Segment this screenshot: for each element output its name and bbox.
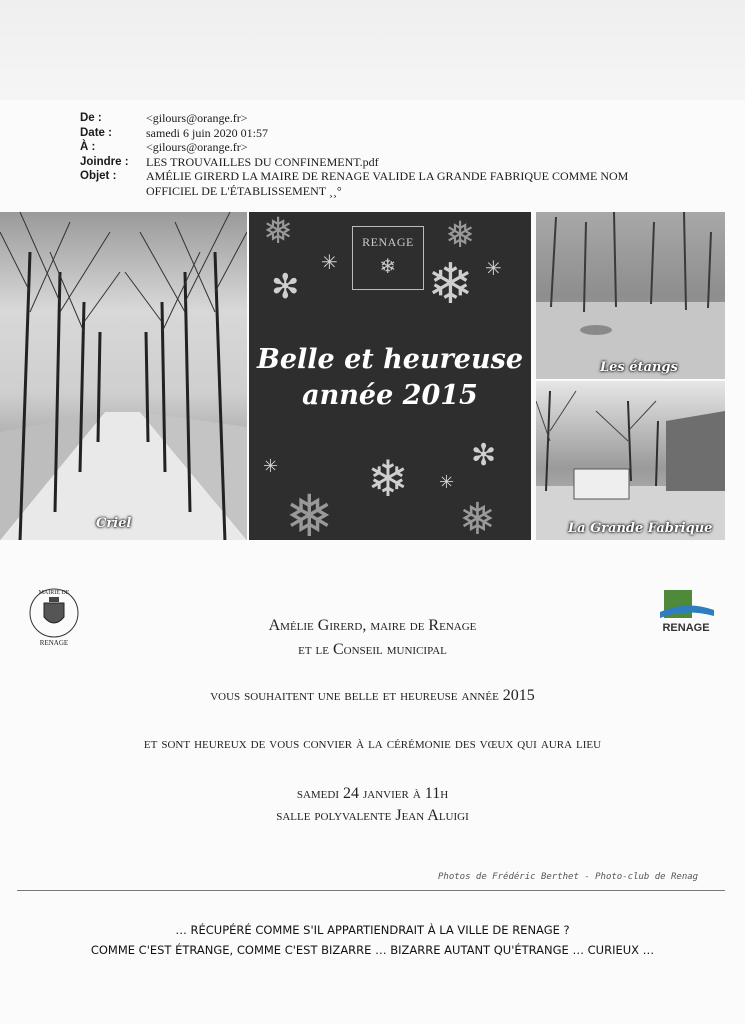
- renage-badge-label: RENAGE: [362, 235, 414, 249]
- ponds-image: [536, 212, 725, 379]
- photo-grande-fabrique: [536, 381, 725, 540]
- to-value: <gilours@orange.fr>: [146, 140, 248, 154]
- factory-image: [536, 381, 725, 540]
- invite-line-3: vous souhaitent une belle et heureuse année 2015: [210, 687, 535, 704]
- divider: [17, 890, 725, 891]
- subject-line2: OFFICIEL DE L'ÉTABLISSEMENT ¸¸°: [146, 183, 342, 198]
- comment-line-1: … RÉCUPÉRÉ COMME S'IL APPARTIENDRAIT À LA VILLE DE RENAGE ?: [175, 923, 570, 937]
- photo-les-etangs: [536, 212, 725, 379]
- caption-les-etangs: Les étangs: [600, 360, 678, 375]
- date-value: samedi 6 juin 2020 01:57: [146, 125, 268, 140]
- page-edge: [0, 0, 745, 110]
- snowflake-icon: ❅: [285, 484, 334, 540]
- subject-row-2: [80, 184, 680, 199]
- invite-line-2: et le Conseil municipal: [298, 641, 447, 658]
- snowflake-icon: ✳: [321, 252, 338, 274]
- snowy-alley-image: [0, 212, 247, 540]
- subject-line1: AMÉLIE GIRERD LA MAIRE DE RENAGE VALIDE LA GRANDE FABRIQUE COMME NOM: [146, 169, 629, 183]
- invite-line-5: samedi 24 janvier à 11h: [296, 785, 449, 802]
- snowflake-icon: ✳: [263, 456, 279, 476]
- snowflake-icon: ✻: [471, 439, 497, 472]
- snowflake-icon: ✳: [485, 258, 502, 280]
- town-logo-text: RENAGE: [662, 622, 710, 634]
- seal-bottom-text: RENAGE: [39, 639, 69, 647]
- greeting-line2: année 2015: [302, 380, 478, 411]
- caption-grande-fabrique: La Grande Fabrique: [568, 521, 713, 536]
- photo-criel: [0, 212, 247, 540]
- subject-row: [80, 169, 680, 184]
- caption-criel: Criel: [96, 516, 132, 531]
- snowflake-icon: ❅: [263, 212, 294, 251]
- greeting-card: [249, 212, 531, 540]
- invite-line-1: Amélie Girerd, maire de Renage: [268, 617, 477, 634]
- from-row: [80, 111, 680, 126]
- comment-line-2: COMME C'EST ÉTRANGE, COMME C'EST BIZARRE … BIZARRE AUTANT QU'ÉTRANGE … CURIEUX …: [90, 943, 655, 957]
- attach-value: LES TROUVAILLES DU CONFINEMENT.pdf: [146, 154, 379, 169]
- snowflake-icon: ✻: [271, 269, 300, 306]
- date-label: Date :: [80, 126, 112, 139]
- greeting-title: [249, 342, 531, 414]
- snowflake-icon: ✳: [439, 472, 455, 492]
- email-header: [80, 111, 680, 198]
- snowflake-icon: ❄: [427, 254, 474, 316]
- snowflake-icon: ❅: [445, 215, 476, 255]
- invite-line-6: salle polyvalente Jean Aluigi: [276, 807, 469, 824]
- attach-label: Joindre :: [80, 155, 129, 168]
- renage-badge: [352, 226, 424, 290]
- photo-credit: Photos de Frédéric Berthet - Photo-club de Renag: [438, 872, 699, 882]
- snowflake-icon: ❅: [459, 495, 496, 540]
- from-label: De :: [80, 112, 102, 124]
- subject-label: Objet :: [80, 170, 117, 182]
- seal-top-text: MAIRIE DE: [38, 590, 70, 596]
- from-value: <gilours@orange.fr>: [146, 111, 248, 125]
- date-row: [80, 126, 680, 141]
- snowflake-icon: ❄: [367, 451, 409, 507]
- attach-row: [80, 155, 680, 170]
- snowflake-icon: ❄: [379, 256, 397, 278]
- greeting-line1: Belle et heureuse: [257, 344, 523, 375]
- to-row: [80, 140, 680, 155]
- invite-line-4: et sont heureux de vous convier à la cérémonie des vœux qui aura lieu: [143, 735, 602, 752]
- to-label: À :: [80, 141, 96, 153]
